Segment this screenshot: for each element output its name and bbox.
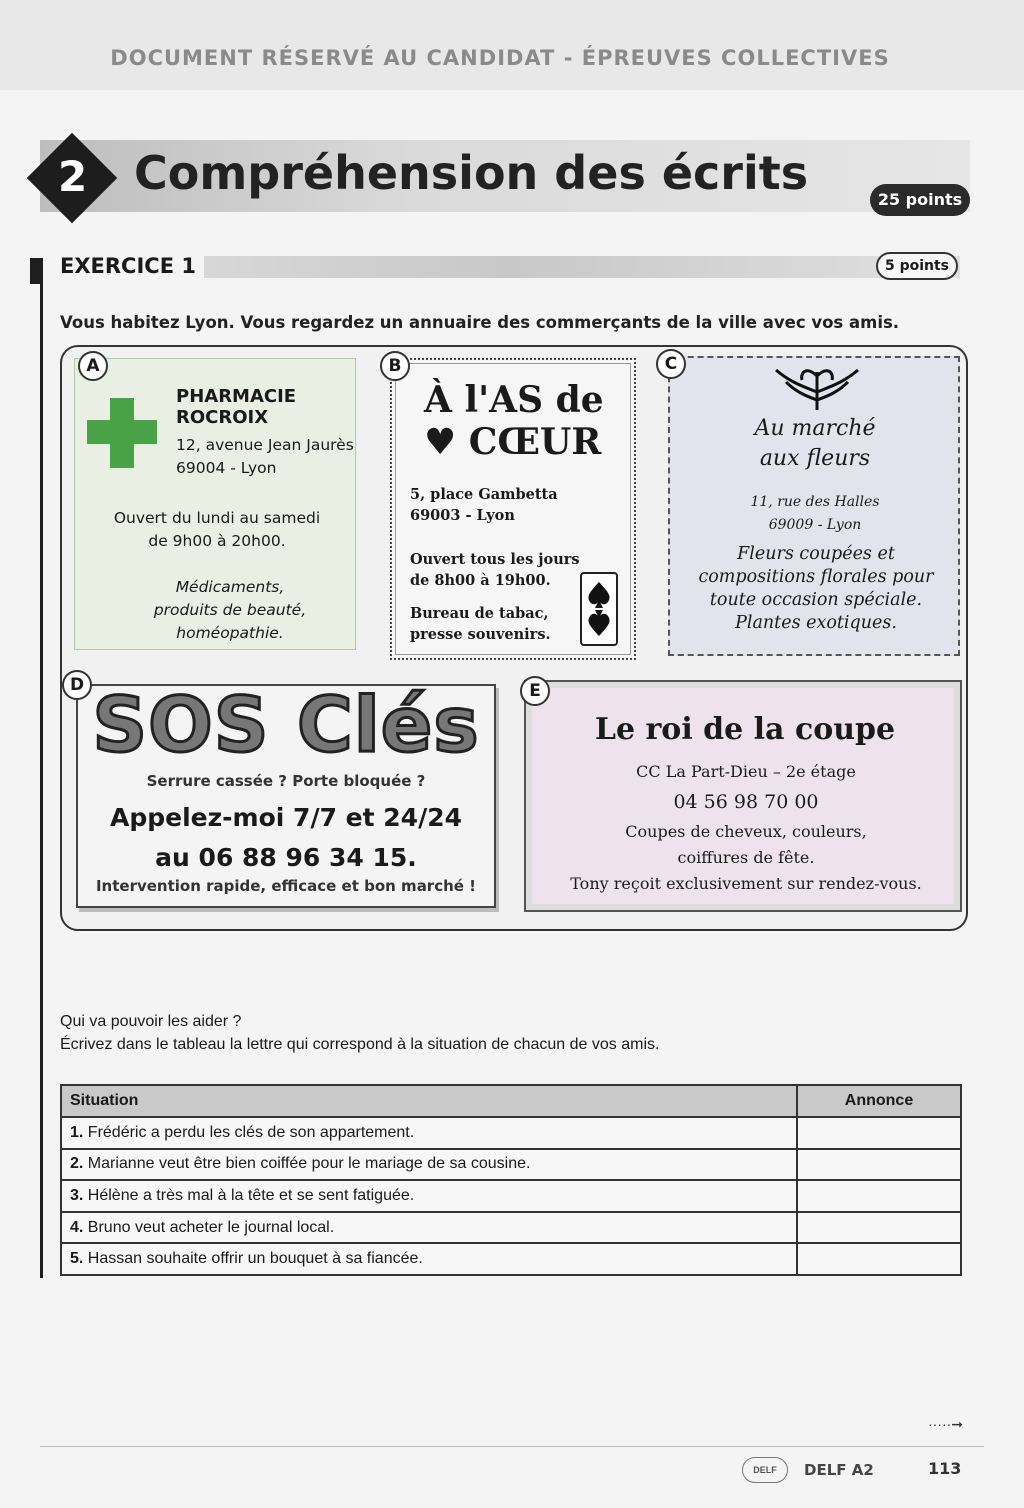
table-row	[61, 1212, 961, 1244]
header-band	[0, 0, 1024, 90]
ad-b-hours-line2: de 8h00 à 19h00.	[410, 572, 551, 589]
situation-number: 1.	[70, 1123, 84, 1141]
ad-b-title-line1: À l'AS de	[424, 379, 604, 421]
exercise-title: EXERCICE 1	[60, 254, 204, 278]
table-header-row	[61, 1085, 961, 1117]
situation-text: Marianne veut être bien coiffée pour le mariage de sa cousine.	[87, 1155, 531, 1173]
ad-e-line3: Coupes de cheveux, couleurs,	[625, 822, 867, 841]
ad-c-address-line2: 69009 - Lyon	[768, 517, 862, 533]
ad-a-name	[176, 386, 296, 428]
ad-b-shop	[410, 603, 551, 645]
ad-e-line4: coiffures de fête.	[677, 848, 815, 867]
table-row	[61, 1180, 961, 1212]
situation-cell	[61, 1117, 797, 1149]
ad-a-hours	[82, 507, 352, 553]
ad-c-title-line1: Au marché	[754, 416, 876, 441]
footer-label: DELF A2	[804, 1461, 874, 1479]
ad-e-line5: Tony reçoit exclusivement sur rendez-vous.	[570, 874, 922, 893]
ad-e-line1: CC La Part-Dieu – 2e étage	[636, 762, 856, 781]
page-number: 113	[928, 1459, 962, 1478]
table-row	[61, 1149, 961, 1181]
ad-c-description	[676, 543, 956, 635]
ad-b-hours	[410, 549, 580, 591]
ad-c-desc-line1: Fleurs coupées et	[737, 544, 895, 564]
situation-text: Hassan souhaite offrir un bouquet à sa fiancée.	[87, 1250, 423, 1268]
situation-cell	[61, 1149, 797, 1181]
ad-d-call-line2: au 06 88 96 34 15.	[155, 843, 417, 872]
answer-cell[interactable]	[797, 1117, 961, 1149]
ad-c-desc-line2: compositions florales pour	[698, 567, 934, 587]
flower-ornament-icon	[772, 362, 862, 412]
exercise-instruction: Vous habitez Lyon. Vous regardez un annuaire des commerçants de la ville avec vos amis.	[60, 313, 900, 332]
ad-a-products-line2: produits de beauté,	[153, 601, 307, 619]
ad-a-address-line2: 69004 - Lyon	[176, 459, 277, 477]
situation-cell	[61, 1212, 797, 1244]
ad-d-title: SOS Clés	[92, 680, 480, 769]
table-row	[61, 1243, 961, 1275]
ad-c-address	[680, 491, 950, 537]
table-row	[61, 1117, 961, 1149]
answer-cell[interactable]	[797, 1243, 961, 1275]
ad-c-desc-line4: Plantes exotiques.	[735, 613, 897, 633]
ad-a-name-line1: PHARMACIE	[176, 386, 297, 407]
ad-b-shop-line2: presse souvenirs.	[410, 626, 551, 643]
ad-d-call-line1: Appelez-moi 7/7 et 24/24	[110, 803, 462, 832]
header-annonce: Annonce	[797, 1085, 961, 1117]
situation-cell	[61, 1243, 797, 1275]
situation-text: Frédéric a perdu les clés de son appartement.	[87, 1123, 415, 1141]
answer-cell[interactable]	[797, 1180, 961, 1212]
pharmacy-cross-icon-bar	[87, 420, 157, 444]
ad-d-subtitle: Serrure cassée ? Porte bloquée ?	[146, 772, 426, 790]
situation-number: 4.	[70, 1218, 84, 1236]
ad-b-address	[410, 484, 558, 526]
spade-icon	[582, 574, 616, 644]
ad-a-name-line2: ROCROIX	[176, 407, 269, 428]
ad-d-letter: D	[62, 670, 92, 700]
ad-c-title	[680, 414, 950, 474]
exercise-points-badge: 5 points	[876, 252, 958, 280]
question-line1: Qui va pouvoir les aider ?	[60, 1013, 242, 1030]
ad-a-products-line1: Médicaments,	[175, 578, 285, 596]
ad-a-address	[176, 434, 354, 480]
ad-c-address-line1: 11, rue des Halles	[750, 494, 880, 510]
side-rule	[40, 258, 43, 1278]
situation-number: 2.	[70, 1155, 84, 1173]
ad-a-hours-line2: de 9h00 à 20h00.	[148, 532, 286, 550]
side-marker	[30, 258, 43, 284]
header-situation: Situation	[61, 1085, 797, 1117]
ad-b-address-line1: 5, place Gambetta	[410, 486, 558, 503]
ad-b-title-line2: ♥ CŒUR	[424, 421, 602, 463]
situation-cell	[61, 1180, 797, 1212]
footer-divider	[40, 1446, 984, 1447]
ad-b-shop-line1: Bureau de tabac,	[410, 605, 549, 622]
ad-b-letter: B	[380, 351, 410, 381]
ad-a-hours-line1: Ouvert du lundi au samedi	[113, 509, 321, 527]
ad-e-phone: 04 56 98 70 00	[673, 791, 819, 813]
ad-a-letter: A	[78, 351, 108, 381]
ad-c-title-line2: aux fleurs	[759, 446, 871, 471]
delf-logo-icon: DELF	[742, 1457, 788, 1483]
ad-e-title: Le roi de la coupe	[594, 712, 896, 747]
ad-c-letter: C	[656, 349, 686, 379]
ad-b-address-line2: 69003 - Lyon	[410, 507, 515, 524]
ad-b-hours-line1: Ouvert tous les jours	[410, 551, 580, 568]
situation-table	[60, 1084, 962, 1276]
situation-text: Bruno veut acheter le journal local.	[87, 1218, 335, 1236]
situation-number: 3.	[70, 1186, 84, 1204]
ad-a-products	[110, 576, 350, 645]
section-title: Compréhension des écrits	[134, 146, 809, 200]
ad-a-address-line1: 12, avenue Jean Jaurès	[176, 436, 354, 454]
answer-cell[interactable]	[797, 1149, 961, 1181]
ad-e-letter: E	[520, 676, 550, 706]
ace-of-spades-card-icon	[580, 572, 618, 646]
header-title: DOCUMENT RÉSERVÉ AU CANDIDAT - ÉPREUVES COLLECTIVES	[110, 46, 890, 70]
section-number: 2	[58, 152, 88, 201]
situation-text: Hélène a très mal à la tête et se sent fatiguée.	[87, 1186, 415, 1204]
answer-cell[interactable]	[797, 1212, 961, 1244]
section-points-badge: 25 points	[870, 184, 970, 216]
ad-d-footer: Intervention rapide, efficace et bon marché !	[95, 877, 477, 895]
question-line2: Écrivez dans le tableau la lettre qui correspond à la situation de chacun de vos amis.	[60, 1036, 660, 1053]
situation-number: 5.	[70, 1250, 84, 1268]
ad-c-desc-line3: toute occasion spéciale.	[709, 590, 923, 610]
ad-a-products-line3: homéopathie.	[176, 624, 284, 642]
next-page-arrow-icon: ·····➞	[928, 1416, 964, 1432]
